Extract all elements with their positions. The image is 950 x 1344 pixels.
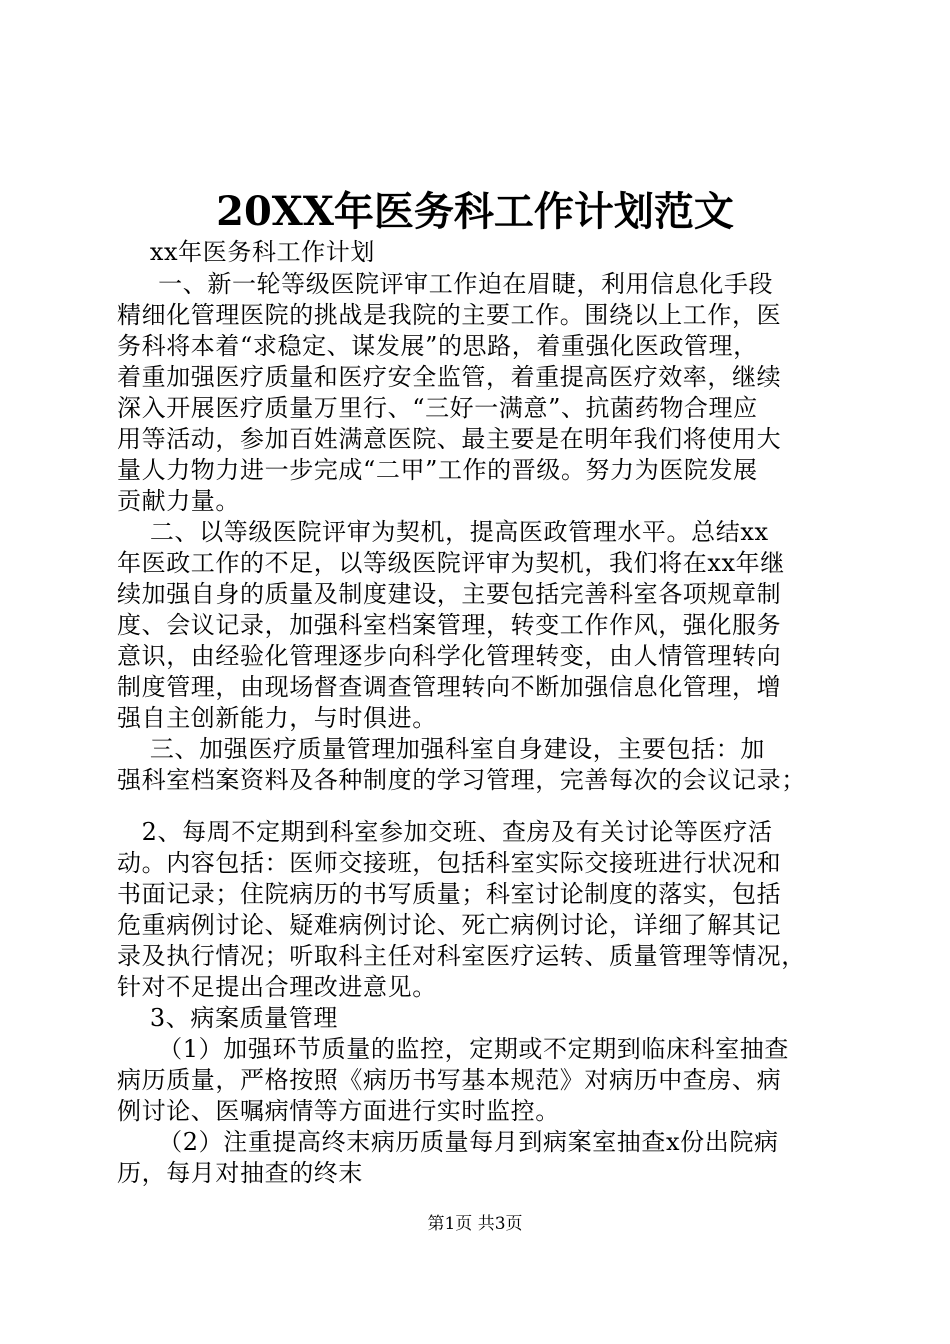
text-line: （2）注重提高终末病历质量每月到病案室抽查x份出院病: [117, 1128, 779, 1156]
text-line: （1）加强环节质量的监控，定期或不定期到临床科室抽查: [117, 1035, 790, 1063]
text-line: 精细化管理医院的挑战是我院的主要工作。围绕以上工作，医: [117, 301, 782, 329]
text-line: 二、以等级医院评审为契机，提高医政管理水平。总结xx: [117, 518, 769, 546]
text-line: 录及执行情况；听取科主任对科室医疗运转、质量管理等情况，: [117, 942, 806, 970]
text-line: 着重加强医疗质量和医疗安全监管，着重提高医疗效率，继续: [117, 363, 782, 391]
text-line: 3、病案质量管理: [117, 1004, 338, 1032]
text-line: 用等活动，参加百姓满意医院、最主要是在明年我们将使用大: [117, 425, 782, 453]
text-line: 针对不足提出合理改进意见。: [117, 973, 437, 1001]
text-line: 强自主创新能力，与时俱进。: [117, 704, 437, 732]
text-line: 强科室档案资料及各种制度的学习管理，完善每次的会议记录；: [117, 766, 806, 794]
page-footer: 第1页 共3页: [427, 1214, 523, 1234]
document-title: 20XX年医务科工作计划范文: [216, 188, 734, 235]
text-line: 三、加强医疗质量管理加强科室自身建设，主要包括：加: [117, 735, 765, 763]
text-line: 务科将本着“求稳定、谋发展”的思路，着重强化医政管理，: [117, 332, 758, 360]
text-line: 度、会议记录，加强科室档案管理，转变工作作风，强化服务: [117, 611, 782, 639]
text-line: 意识，由经验化管理逐步向科学化管理转变，由人情管理转向: [117, 642, 782, 670]
text-line: 深入开展医疗质量万里行、“三好一满意”、抗菌药物合理应: [117, 394, 758, 422]
text-line: 量人力物力进一步完成“二甲”工作的晋级。努力为医院发展: [117, 456, 758, 484]
text-line: 制度管理，由现场督查调查管理转向不断加强信息化管理，增: [117, 673, 782, 701]
text-line: 历，每月对抽查的终末: [117, 1159, 363, 1187]
text-line: 年医政工作的不足，以等级医院评审为契机，我们将在xx年继: [117, 549, 785, 577]
text-line: 续加强自身的质量及制度建设，主要包括完善科室各项规章制: [117, 580, 782, 608]
text-line: 贡献力量。: [117, 487, 240, 515]
text-line: 2、每周不定期到科室参加交班、查房及有关讨论等医疗活: [117, 818, 773, 846]
text-line: 动。内容包括：医师交接班，包括科室实际交接班进行状况和: [117, 849, 782, 877]
text-line: 一、新一轮等级医院评审工作迫在眉睫，利用信息化手段: [117, 270, 774, 298]
text-line: 病历质量，严格按照《病历书写基本规范》对病历中查房、病: [117, 1066, 782, 1094]
text-line: 危重病例讨论、疑难病例讨论、死亡病例讨论，详细了解其记: [117, 911, 782, 939]
text-line: 书面记录；住院病历的书写质量；科室讨论制度的落实，包括: [117, 880, 782, 908]
text-line: xx年医务科工作计划: [117, 238, 375, 266]
text-line: 例讨论、医嘱病情等方面进行实时监控。: [117, 1097, 560, 1125]
